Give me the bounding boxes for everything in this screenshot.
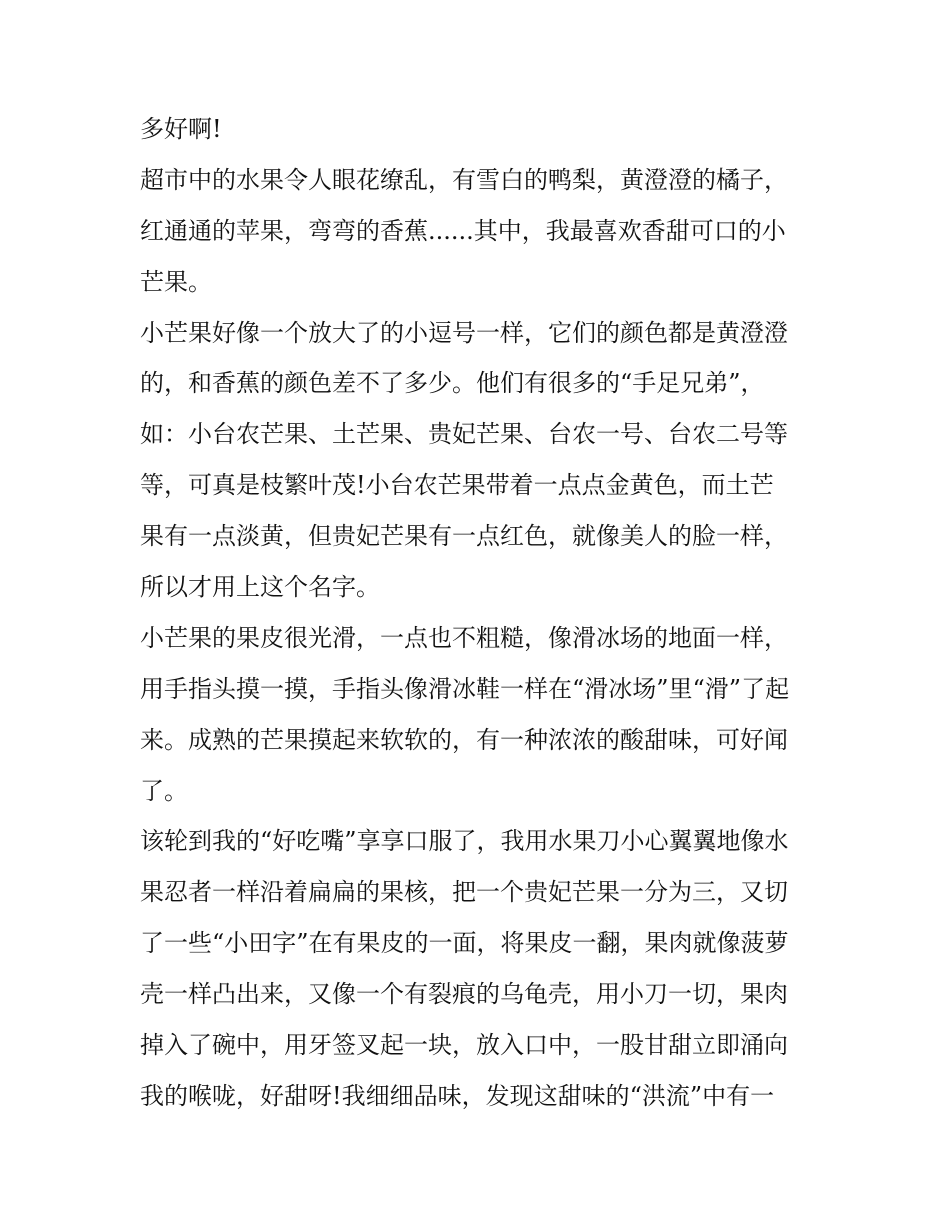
text-line: 等，可真是枝繁叶茂!小台农芒果带着一点点金黄色，而土芒 — [140, 471, 774, 500]
text-line: 所以才用上这个名字。 — [140, 573, 380, 602]
text-line: 用手指头摸一摸，手指头像滑冰鞋一样在“滑冰场”里“滑”了起 — [140, 674, 790, 703]
text-line: 超市中的水果令人眼花缭乱，有雪白的鸭梨，黄澄澄的橘子， — [140, 165, 788, 194]
text-line: 了。 — [140, 776, 188, 805]
text-line: 该轮到我的“好吃嘴”享享口服了，我用水果刀小心翼翼地像水 — [140, 827, 789, 856]
text-line: 芒果。 — [140, 267, 212, 296]
text-line: 小芒果的果皮很光滑，一点也不粗糙，像滑冰场的地面一样， — [140, 623, 788, 652]
text-line: 掉入了碗中，用牙签叉起一块，放入口中，一股甘甜立即涌向 — [140, 1031, 788, 1060]
text-line: 红通通的苹果，弯弯的香蕉......其中，我最喜欢香甜可口的小 — [140, 216, 786, 245]
text-line: 来。成熟的芒果摸起来软软的，有一种浓浓的酸甜味，可好闻 — [140, 725, 788, 754]
text-line: 多好啊! — [140, 115, 222, 143]
text-line: 了一些“小田字”在有果皮的一面，将果皮一翻，果肉就像菠萝 — [140, 929, 789, 958]
text-line: 如：小台农芒果、土芒果、贵妃芒果、台农一号、台农二号等 — [140, 420, 788, 449]
text-line: 果有一点淡黄，但贵妃芒果有一点红色，就像美人的脸一样， — [140, 522, 788, 551]
essay-text — [140, 104, 820, 1122]
text-line: 的，和香蕉的颜色差不了多少。他们有很多的“手足兄弟”， — [140, 369, 765, 398]
text-line: 小芒果好像一个放大了的小逗号一样，它们的颜色都是黄澄澄 — [140, 318, 788, 347]
text-line: 我的喉咙，好甜呀!我细细品味，发现这甜味的“洪流”中有一 — [140, 1081, 775, 1110]
text-line: 壳一样凸出来，又像一个有裂痕的乌龟壳，用小刀一切，果肉 — [140, 980, 788, 1009]
text-line: 果忍者一样沿着扁扁的果核，把一个贵妃芒果一分为三，又切 — [140, 878, 788, 907]
